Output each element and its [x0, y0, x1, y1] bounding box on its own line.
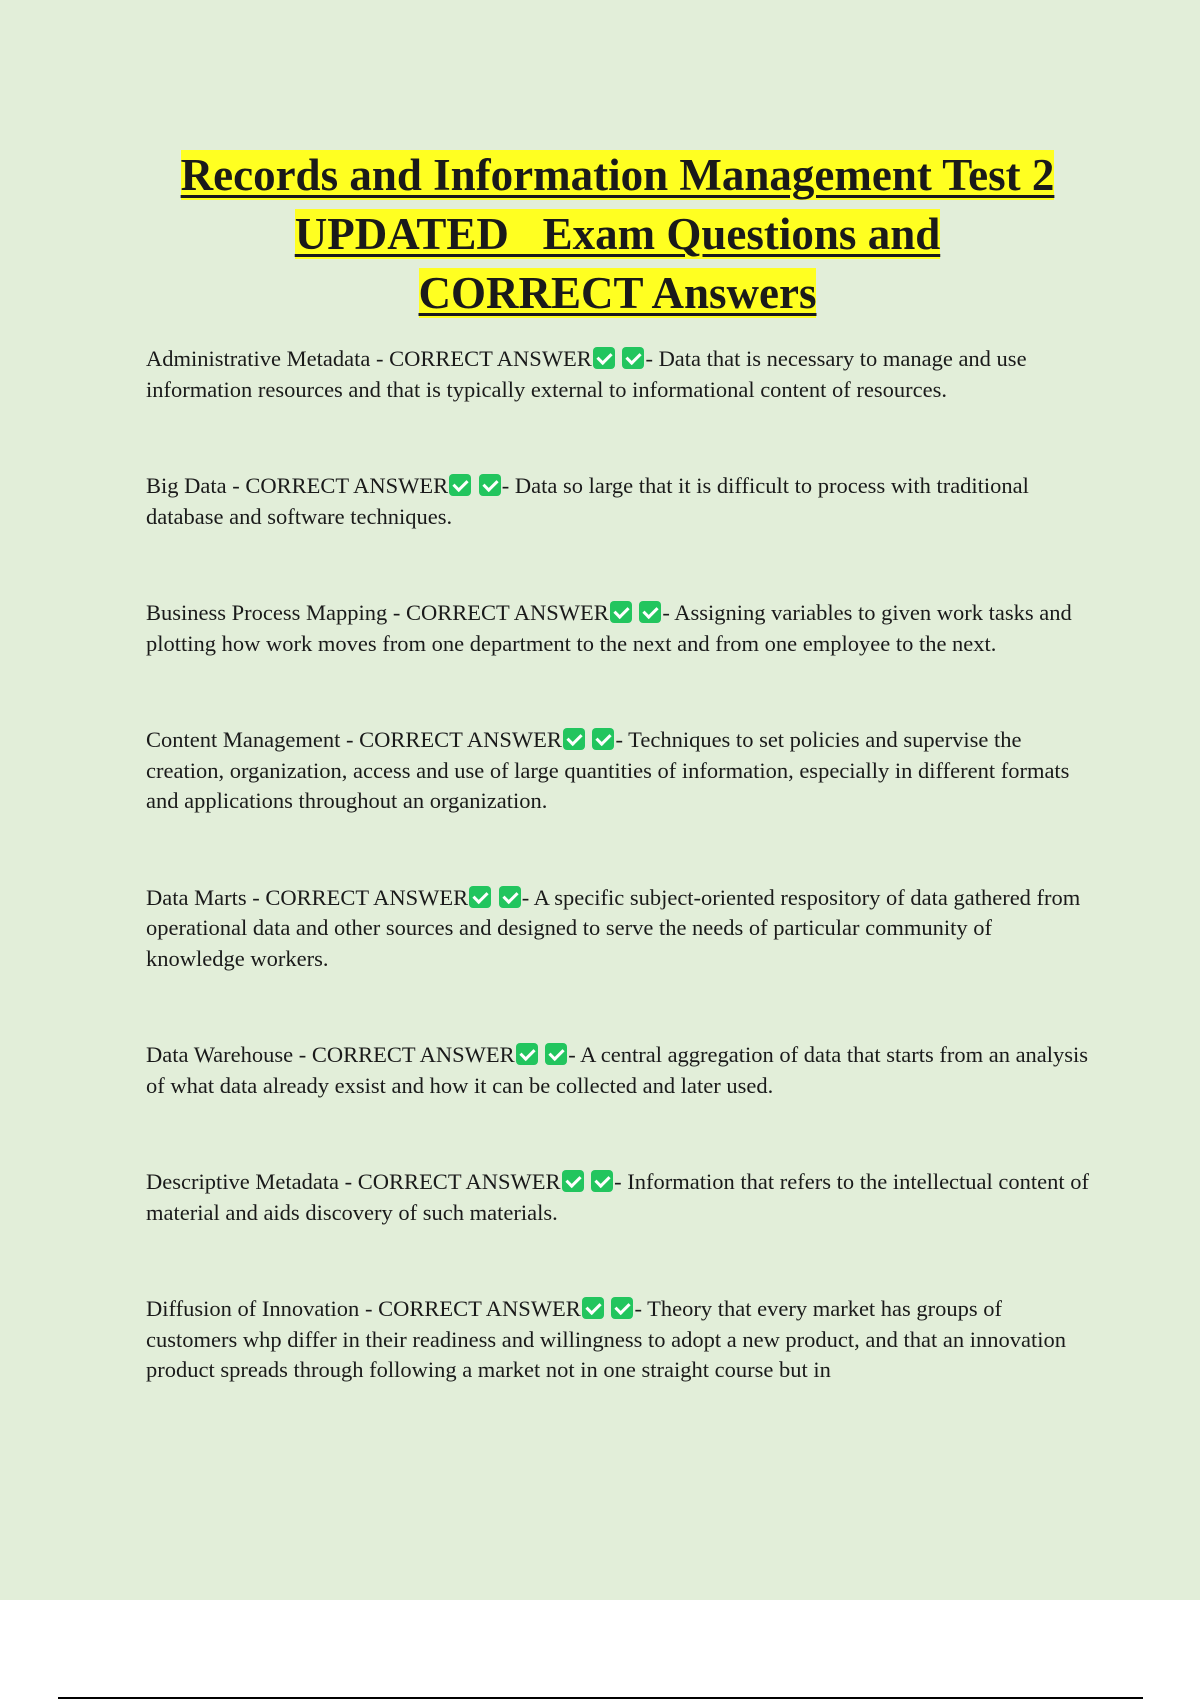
answer-marker: CORRECT ANSWER: [357, 1169, 561, 1194]
entry-definition: A central aggregation of data that starts from an analysis of what data already exsist and how it can be collected and later used.: [146, 1042, 1089, 1098]
qa-entry-administrative-metadata: Administrative Metadata - CORRECT ANSWER - Data that is necessary to manage and use information resources and that is typically external to informational content of resources.: [146, 346, 1027, 402]
document-title: [140, 146, 1095, 323]
entry-term: Administrative Metadata: [146, 346, 371, 371]
answer-marker: CORRECT ANSWER: [311, 1042, 515, 1067]
entry-definition: A specific subject-oriented respository of data gathered from operational data and other sources and designed to serve the needs of particular community of knowledge workers.: [146, 884, 1081, 971]
entry-definition: Theory that every market has groups of customers whp differ in their readiness and willingness to adopt a new product, and that an innovation product spreads through following a market not in one straight course but in: [146, 1296, 1066, 1382]
check-mark-icon: [611, 1297, 633, 1319]
check-mark-icon: [469, 886, 491, 908]
qa-entry-content-management: Content Management - CORRECT ANSWER - Techniques to set policies and supervise the creation, organization, access and use of large quantities of information, especially in different formats and applications throughout an organization.: [146, 727, 1070, 813]
qa-list: [146, 344, 1096, 1386]
check-mark-icon: [563, 728, 585, 750]
check-mark-icon: [545, 1043, 567, 1065]
check-mark-icon: [593, 347, 615, 369]
answer-marker: CORRECT ANSWER: [245, 473, 449, 498]
qa-entry-business-process-mapping: Business Process Mapping - CORRECT ANSWER - Assigning variables to given work tasks and plotting how work moves from one department to the next and from one employee to the next.: [146, 600, 1072, 656]
check-mark-icon: [639, 601, 661, 623]
check-mark-icon: [591, 1170, 613, 1192]
entry-definition: Information that refers to the intellectual content of material and aids discovery of such materials.: [146, 1169, 1089, 1225]
qa-entry-big-data: Big Data - CORRECT ANSWER - Data so large that it is difficult to process with traditional database and software techniques.: [146, 473, 1029, 529]
page-divider: [58, 1697, 1143, 1699]
check-mark-icon: [562, 1170, 584, 1192]
check-mark-icon: [449, 474, 471, 496]
check-mark-icon: [592, 728, 614, 750]
entry-term: Descriptive Metadata: [146, 1169, 340, 1194]
check-mark-icon: [499, 886, 521, 908]
entry-definition: Data so large that it is difficult to process with traditional database and software techniques.: [146, 473, 1029, 529]
title-line-2: UPDATED Exam Questions and: [294, 209, 941, 259]
entry-definition: Assigning variables to given work tasks and plotting how work moves from one department to the next and from one employee to the next.: [146, 600, 1072, 656]
answer-marker: CORRECT ANSWER: [378, 1296, 581, 1321]
entry-term: Data Marts: [146, 884, 247, 910]
answer-marker: CORRECT ANSWER: [265, 884, 469, 910]
qa-entry-data-warehouse: Data Warehouse - CORRECT ANSWER - A central aggregation of data that starts from an analysis of what data already exsist and how it can be collected and later used.: [146, 1042, 1089, 1098]
answer-marker: CORRECT ANSWER: [389, 346, 592, 371]
check-mark-icon: [622, 347, 644, 369]
entry-term: Business Process Mapping: [146, 600, 388, 625]
entry-definition: Techniques to set policies and supervise the creation, organization, access and use of large quantities of information, especially in different formats and applications throughout an organization.: [146, 727, 1070, 813]
qa-entry-data-marts: Data Marts - CORRECT ANSWER - A specific subject-oriented respository of data gathered from operational data and other sources and designed to serve the needs of particular community of knowledge workers.: [146, 884, 1081, 971]
qa-entry-descriptive-metadata: Descriptive Metadata - CORRECT ANSWER - Information that refers to the intellectual content of material and aids discovery of such materials.: [146, 1169, 1089, 1225]
entry-term: Data Warehouse: [146, 1042, 294, 1067]
entry-term: Diffusion of Innovation: [146, 1296, 360, 1321]
qa-entry-diffusion-of-innovation: Diffusion of Innovation - CORRECT ANSWER - Theory that every market has groups of customers whp differ in their readiness and willingness to adopt a new product, and that an innovation product spreads through following a market not in one straight course but in: [146, 1296, 1066, 1382]
check-mark-icon: [516, 1043, 538, 1065]
entry-term: Content Management: [146, 727, 341, 752]
answer-marker: CORRECT ANSWER: [406, 600, 609, 625]
title-line-1: Records and Information Management Test 2: [180, 150, 1055, 200]
check-mark-icon: [610, 601, 632, 623]
title-line-3: CORRECT Answers: [418, 268, 817, 318]
check-mark-icon: [479, 474, 501, 496]
answer-marker: CORRECT ANSWER: [359, 727, 562, 752]
check-mark-icon: [582, 1297, 604, 1319]
entry-term: Big Data: [146, 473, 227, 498]
entry-definition: Data that is necessary to manage and use information resources and that is typically external to informational content of resources.: [146, 346, 1027, 402]
